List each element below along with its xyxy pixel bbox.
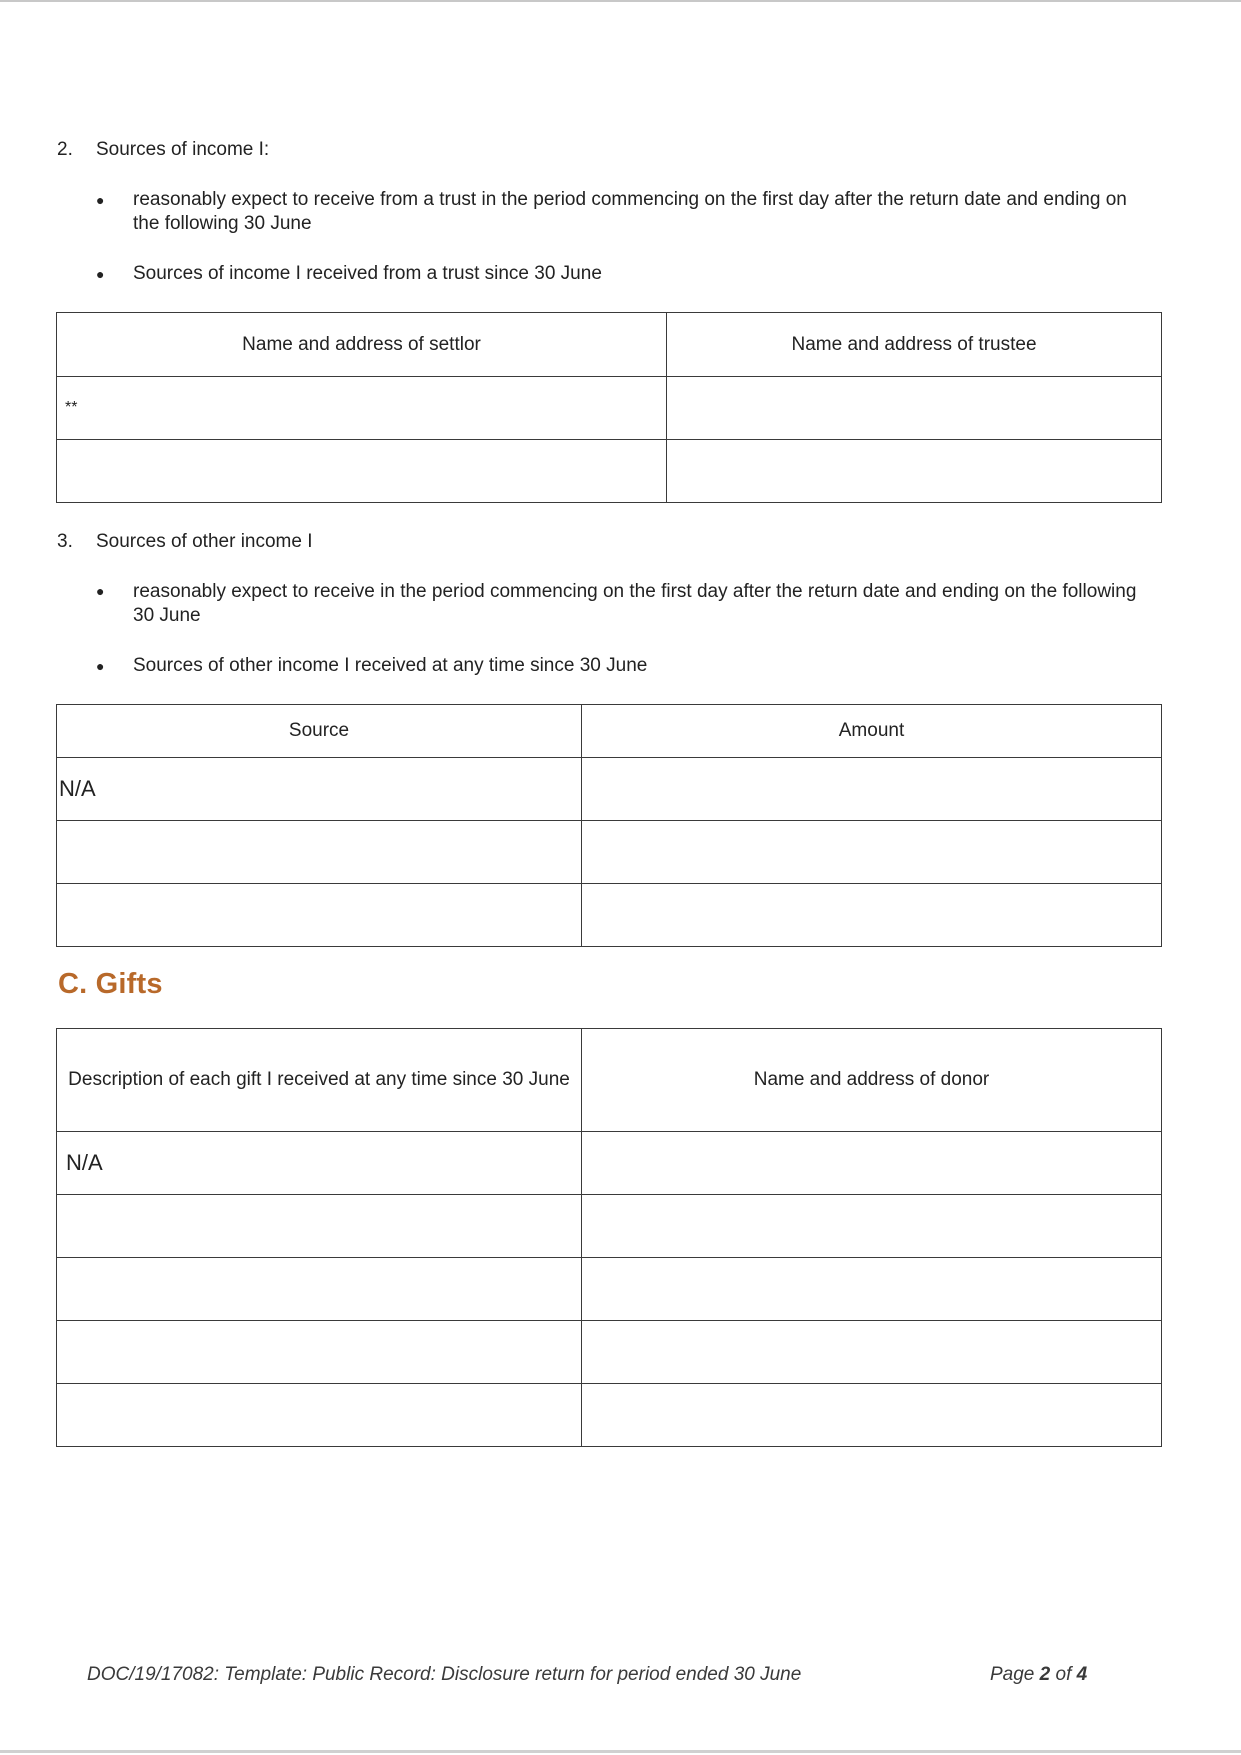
table-row	[57, 1258, 1162, 1321]
table-cell[interactable]	[582, 884, 1162, 947]
table-row	[57, 440, 1162, 503]
table-cell[interactable]	[57, 1321, 582, 1384]
page-top-edge	[0, 0, 1241, 2]
table-row	[57, 821, 1162, 884]
footer-page-number	[990, 1664, 1087, 1686]
table-row	[57, 1384, 1162, 1447]
section-2-bullet-1: reasonably expect to receive from a trust in the period commencing on the first day after the return date and ending on the following 30 June	[133, 189, 1127, 234]
section-3-bullet-2: Sources of other income I received at any time since 30 June	[133, 655, 648, 676]
section-2-heading: Sources of income I:	[96, 139, 270, 160]
table-cell[interactable]	[582, 1132, 1162, 1195]
table-cell[interactable]	[582, 1195, 1162, 1258]
table-cell[interactable]	[582, 821, 1162, 884]
page-current: 2	[1039, 1664, 1051, 1685]
table-row	[57, 1321, 1162, 1384]
table-cell[interactable]	[57, 1258, 582, 1321]
column-header-amount: Amount	[582, 705, 1162, 758]
table-cell[interactable]	[57, 1195, 582, 1258]
table-cell[interactable]: N/A	[57, 758, 582, 821]
bullet-dot: ●	[96, 583, 105, 599]
trust-income-table	[56, 312, 1162, 503]
table-cell[interactable]	[582, 1258, 1162, 1321]
table-cell[interactable]	[57, 440, 667, 503]
bullet-dot: ●	[96, 266, 105, 282]
table-cell[interactable]	[582, 1321, 1162, 1384]
table-cell[interactable]	[57, 821, 582, 884]
section-3-heading: Sources of other income I	[96, 531, 313, 552]
bullet-dot: ●	[96, 658, 105, 674]
table-row	[57, 758, 1162, 821]
section-2-number: 2.	[57, 139, 73, 160]
table-cell[interactable]	[582, 1384, 1162, 1447]
gifts-table	[56, 1028, 1162, 1447]
column-header-donor: Name and address of donor	[582, 1029, 1162, 1132]
table-cell[interactable]: **	[57, 377, 667, 440]
table-cell[interactable]	[57, 1384, 582, 1447]
page-total: 4	[1076, 1664, 1088, 1685]
table-cell[interactable]	[582, 758, 1162, 821]
table-cell[interactable]	[667, 440, 1162, 503]
column-header-settlor: Name and address of settlor	[57, 313, 667, 377]
table-cell[interactable]: N/A	[57, 1132, 582, 1195]
section-2-bullet-2: Sources of income I received from a trust since 30 June	[133, 263, 602, 284]
gifts-section-title: C. Gifts	[58, 968, 163, 1000]
table-row	[57, 377, 1162, 440]
footer-document-reference: DOC/19/17082: Template: Public Record: Disclosure return for period ended 30 June	[87, 1664, 802, 1685]
table-row	[57, 1195, 1162, 1258]
section-3-number: 3.	[57, 531, 73, 552]
page-of: of	[1055, 1664, 1072, 1685]
section-3-bullet-1: reasonably expect to receive in the period commencing on the first day after the return date and ending on the following 30 June	[133, 581, 1137, 626]
table-cell[interactable]	[57, 884, 582, 947]
other-income-table	[56, 704, 1162, 947]
page-bottom-edge	[0, 1750, 1241, 1753]
page-word: Page	[990, 1664, 1035, 1685]
column-header-gift-description: Description of each gift I received at any time since 30 June	[57, 1029, 582, 1132]
column-header-trustee: Name and address of trustee	[667, 313, 1162, 377]
table-cell[interactable]	[667, 377, 1162, 440]
table-row	[57, 1132, 1162, 1195]
bullet-dot: ●	[96, 192, 105, 208]
table-row	[57, 884, 1162, 947]
column-header-source: Source	[57, 705, 582, 758]
